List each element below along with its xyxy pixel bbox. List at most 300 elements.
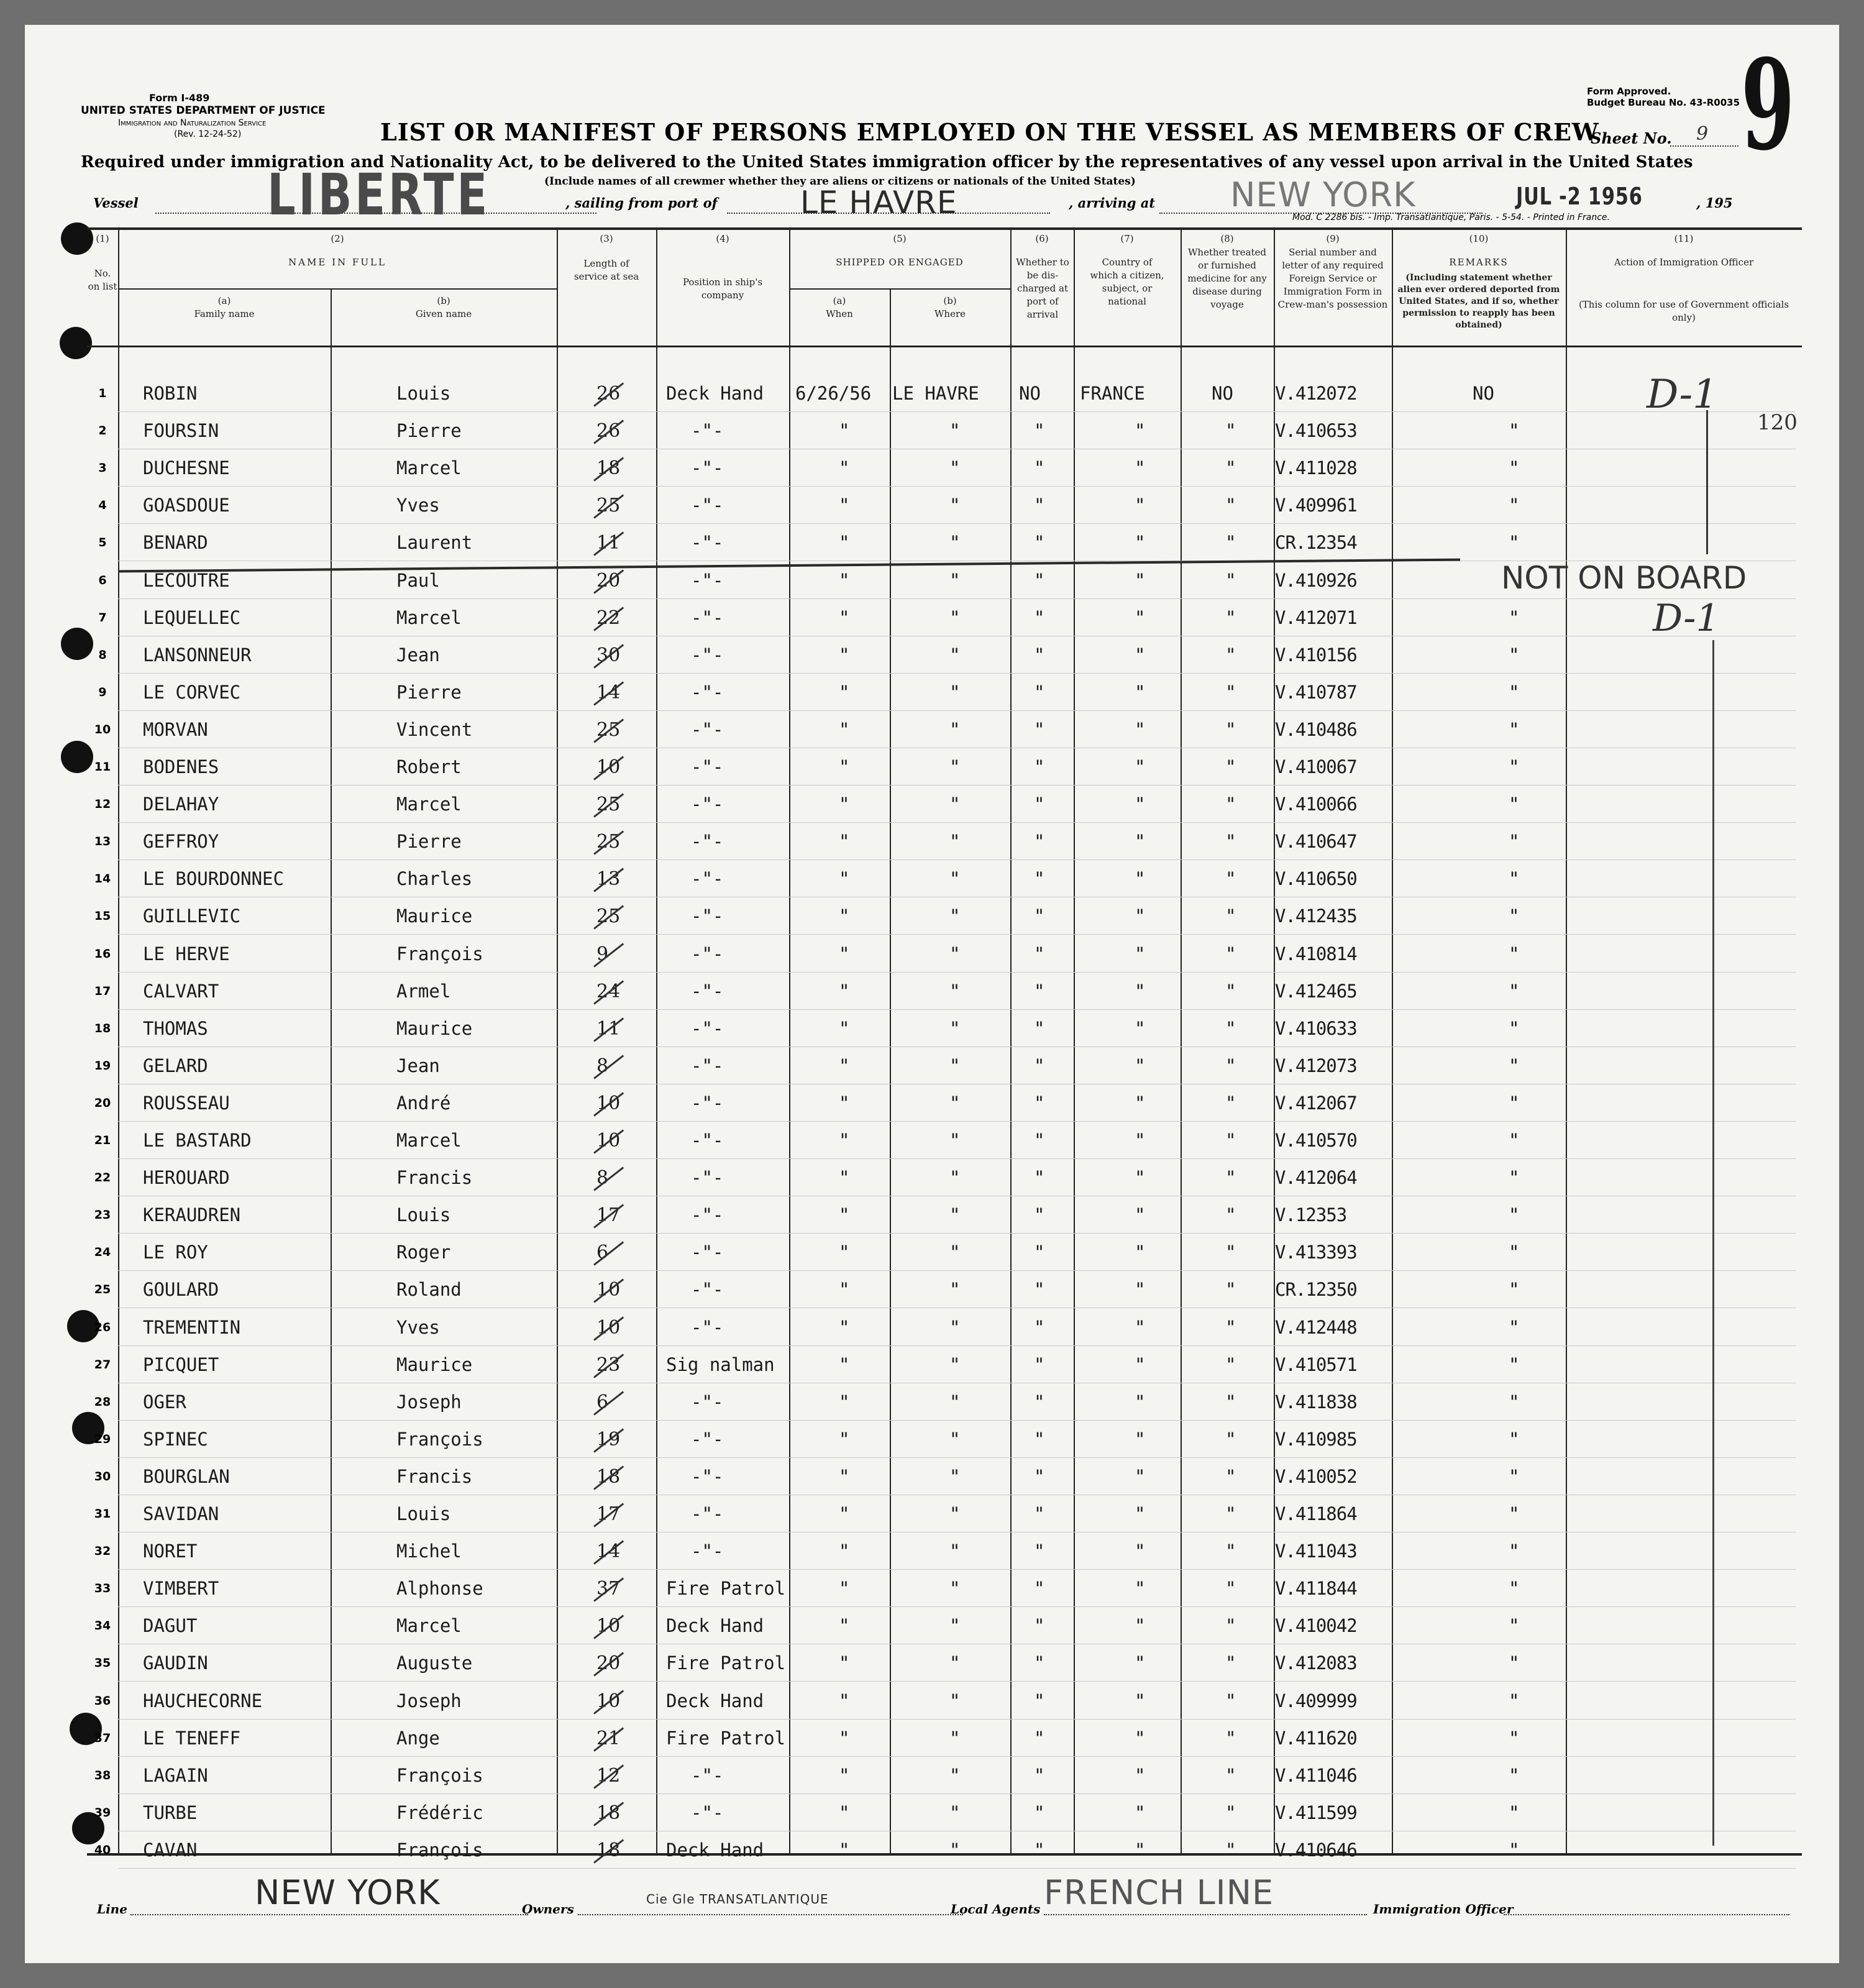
cell-family: LECOUTRE <box>143 569 230 591</box>
cell-when: " <box>839 1465 850 1487</box>
cell-when: " <box>839 980 850 1002</box>
cell-country: " <box>1135 1242 1146 1263</box>
cell-pos: -"- <box>691 980 724 1002</box>
cell-given: François <box>396 1839 483 1861</box>
cell-given: Robert <box>396 756 462 777</box>
cell-family: GUILLEVIC <box>143 905 241 927</box>
cell-family: TURBE <box>143 1802 198 1823</box>
row-number: 29 <box>94 1432 111 1446</box>
cell-med: " <box>1225 1017 1236 1039</box>
cell-dis: " <box>1034 1764 1045 1786</box>
cell-pos: -"- <box>691 457 724 479</box>
cell-rem: " <box>1509 1578 1520 1600</box>
row-number: 37 <box>94 1731 111 1745</box>
cell-pos: -"- <box>691 1316 724 1338</box>
row-number: 8 <box>98 648 107 662</box>
row-guide <box>118 1793 1796 1794</box>
cell-pos: -"- <box>691 681 724 703</box>
line-value: NEW YORK <box>255 1873 441 1912</box>
cell-length: 10 <box>596 1316 621 1339</box>
cell-where: " <box>949 1839 961 1861</box>
officer-label: Immigration Officer <box>1373 1902 1514 1917</box>
cell-length: 37 <box>596 1578 621 1600</box>
cell-given: Marcel <box>396 607 462 628</box>
sheet-number: 9 <box>1696 123 1709 145</box>
cell-serial: V.411028 <box>1275 457 1357 479</box>
cell-pos: Deck Hand <box>666 1615 764 1637</box>
cell-family: GELARD <box>143 1055 208 1076</box>
cell-med: " <box>1225 1578 1236 1600</box>
cell-family: GEFFROY <box>143 831 219 853</box>
cell-where: " <box>949 1167 961 1189</box>
cell-med: " <box>1225 1802 1236 1823</box>
cell-when: " <box>839 831 850 853</box>
row-number: 2 <box>98 424 107 438</box>
cell-pos: -"- <box>691 1428 724 1450</box>
cell-rem: " <box>1509 1130 1520 1151</box>
cell-family: LE CORVEC <box>143 681 241 703</box>
cell-dis: " <box>1034 1055 1045 1076</box>
cell-country: " <box>1135 1130 1146 1151</box>
cell-dis: " <box>1034 1204 1045 1226</box>
cell-country: " <box>1135 831 1146 853</box>
cell-family: ROBIN <box>143 383 198 404</box>
cell-serial: V.412083 <box>1275 1652 1357 1674</box>
cell-pos: -"- <box>691 1764 724 1786</box>
cell-length: 20 <box>596 569 621 592</box>
cell-when: " <box>839 607 850 628</box>
col11-header: Action of Immigration Officer <box>1614 257 1754 268</box>
cell-pos: -"- <box>691 1167 724 1189</box>
cell-family: DAGUT <box>143 1615 198 1637</box>
cell-country: " <box>1135 1092 1146 1114</box>
cell-pos: -"- <box>691 831 724 853</box>
cell-when: " <box>839 532 850 554</box>
row-number: 11 <box>94 760 111 774</box>
cell-length: 26 <box>596 383 621 405</box>
cell-length: 11 <box>596 532 621 554</box>
row-number: 17 <box>94 984 111 998</box>
cell-country: " <box>1135 1316 1146 1338</box>
cell-given: Francis <box>396 1167 473 1189</box>
row-number: 25 <box>94 1283 111 1297</box>
row-guide <box>118 1681 1796 1682</box>
owners-value: Cie Gle TRANSATLANTIQUE <box>646 1892 829 1907</box>
cell-country: " <box>1135 681 1146 703</box>
row-number: 36 <box>94 1693 111 1708</box>
row-number: 38 <box>94 1768 111 1782</box>
shipped-sub-rule <box>789 288 1010 290</box>
cell-med: " <box>1225 756 1236 777</box>
cell-length: 25 <box>596 495 621 517</box>
cell-given: Maurice <box>396 1354 473 1375</box>
cell-given: Joseph <box>396 1391 462 1413</box>
cell-length: 10 <box>596 1279 621 1301</box>
cell-given: Marcel <box>396 1615 462 1637</box>
row-guide <box>118 1606 1796 1607</box>
cell-where: " <box>949 1391 961 1413</box>
cell-where: " <box>949 1652 961 1674</box>
cell-length: 6 <box>596 1391 609 1413</box>
cell-country: " <box>1135 1465 1146 1487</box>
name-sub-rule <box>118 288 557 290</box>
col-divider <box>1010 227 1012 1853</box>
cell-given: Ange <box>396 1727 440 1749</box>
cell-rem: " <box>1509 1802 1520 1823</box>
row-guide <box>118 411 1796 412</box>
cell-given: Pierre <box>396 420 462 442</box>
cell-serial: V.410156 <box>1275 644 1357 666</box>
cell-pos: -"- <box>691 868 724 890</box>
cell-med: " <box>1225 831 1236 853</box>
cell-dis: " <box>1034 457 1045 479</box>
cell-serial: V.411844 <box>1275 1578 1357 1600</box>
col-divider <box>1566 227 1567 1853</box>
cell-where: " <box>949 457 961 479</box>
cell-given: Alphonse <box>396 1578 483 1600</box>
cell-when: " <box>839 1354 850 1375</box>
big-sheet-number: 9 <box>1741 32 1795 178</box>
cell-country: " <box>1135 1354 1146 1375</box>
cell-family: OGER <box>143 1391 186 1413</box>
cell-when: " <box>839 1130 850 1151</box>
cell-serial: V.411046 <box>1275 1764 1357 1786</box>
cell-length: 19 <box>596 1428 621 1450</box>
row-guide <box>118 486 1796 487</box>
cell-serial: V.412064 <box>1275 1167 1357 1189</box>
cell-length: 17 <box>596 1503 621 1525</box>
cell-pos: -"- <box>691 569 724 591</box>
cell-when: " <box>839 794 850 815</box>
cell-serial: V.410647 <box>1275 831 1357 853</box>
cell-med: " <box>1225 1279 1236 1301</box>
cell-length: 17 <box>596 1204 621 1227</box>
cell-serial: V.412067 <box>1275 1092 1357 1114</box>
cell-pos: Fire Patrol <box>666 1578 786 1600</box>
cell-length: 8 <box>596 1167 609 1189</box>
cell-where: " <box>949 756 961 777</box>
cell-where: " <box>949 644 961 666</box>
col9-num: (9) <box>1326 233 1340 244</box>
cell-given: Pierre <box>396 681 462 703</box>
cell-where: " <box>949 1130 961 1151</box>
cell-family: SPINEC <box>143 1428 208 1450</box>
cell-pos: -"- <box>691 1017 724 1039</box>
cell-length: 10 <box>596 1615 621 1638</box>
row-guide <box>118 1158 1796 1159</box>
cell-family: CAVAN <box>143 1839 198 1861</box>
cell-pos: -"- <box>691 1503 724 1524</box>
cell-family: HAUCHECORNE <box>143 1690 263 1711</box>
cell-family: DUCHESNE <box>143 457 230 479</box>
cell-family: BOURGLAN <box>143 1465 230 1487</box>
budget-bureau: Budget Bureau No. 43-R0035 <box>1587 97 1740 108</box>
cell-dis: " <box>1034 644 1045 666</box>
row-number: 12 <box>94 797 111 812</box>
cell-family: ROUSSEAU <box>143 1092 230 1114</box>
cell-length: 14 <box>596 1541 621 1563</box>
cell-family: PICQUET <box>143 1354 219 1375</box>
cell-rem: " <box>1509 495 1520 516</box>
cell-pos: -"- <box>691 1055 724 1076</box>
cell-rem: " <box>1509 1167 1520 1189</box>
cell-pos: Deck Hand <box>666 383 764 404</box>
col6-header: Whether to be dis-charged at port of arrival <box>1016 257 1069 320</box>
cell-when: " <box>839 1727 850 1749</box>
vessel-label: Vessel <box>93 195 139 211</box>
cell-med: " <box>1225 457 1236 479</box>
row-number: 7 <box>98 610 107 625</box>
cell-rem: " <box>1509 756 1520 777</box>
cell-country: " <box>1135 1764 1146 1786</box>
cell-when: " <box>839 905 850 927</box>
include-note: (Include names of all crewmer whether they are aliens or citizens or nationals of the United States) <box>544 175 1136 188</box>
cell-country: " <box>1135 1802 1146 1823</box>
arriving-label: , arriving at <box>1069 195 1156 211</box>
cell-when: " <box>839 1055 850 1076</box>
cell-pos: -"- <box>691 495 724 516</box>
cell-rem: " <box>1509 831 1520 853</box>
cell-when: " <box>839 1764 850 1786</box>
cell-where: LE HAVRE <box>892 383 979 404</box>
handwritten-d1-top: D-1 <box>1647 372 1718 418</box>
cell-country: " <box>1135 644 1146 666</box>
cell-family: LE BOURDONNEC <box>143 868 284 890</box>
cell-given: Michel <box>396 1541 462 1562</box>
cell-dis: " <box>1034 1541 1045 1562</box>
cell-family: SAVIDAN <box>143 1503 219 1524</box>
cell-serial: CR.12350 <box>1275 1279 1357 1301</box>
row-number: 1 <box>98 387 107 400</box>
table-bottom-rule <box>87 1853 1802 1856</box>
cell-where: " <box>949 420 961 442</box>
cell-given: François <box>396 943 483 964</box>
arriving-port: NEW YORK <box>1230 175 1416 214</box>
cell-med: " <box>1225 1615 1236 1637</box>
cell-given: Charles <box>396 868 473 890</box>
cell-when: " <box>839 1279 850 1301</box>
cell-serial: V.411838 <box>1275 1391 1357 1413</box>
cell-dis: " <box>1034 980 1045 1002</box>
cell-given: Auguste <box>396 1652 473 1674</box>
cell-serial: V.412465 <box>1275 980 1357 1002</box>
row-guide <box>118 859 1796 860</box>
cell-where: " <box>949 1727 961 1749</box>
row-guide <box>118 1569 1796 1570</box>
cell-length: 11 <box>596 1017 621 1040</box>
service: Immigration and Naturalization Service <box>118 118 267 128</box>
cell-dis: " <box>1034 1242 1045 1263</box>
cell-length: 22 <box>596 607 621 629</box>
row-guide <box>118 1868 1796 1869</box>
cell-when: " <box>839 1578 850 1600</box>
cell-given: Louis <box>396 1503 451 1524</box>
cell-pos: Fire Patrol <box>666 1727 786 1749</box>
row-number: 14 <box>94 872 111 886</box>
cell-serial: V.410042 <box>1275 1615 1357 1637</box>
cell-when: " <box>839 457 850 479</box>
cell-pos: -"- <box>691 1279 724 1301</box>
cell-where: " <box>949 1764 961 1786</box>
cell-country: " <box>1135 1578 1146 1600</box>
cell-serial: V.409961 <box>1275 495 1357 516</box>
hand-line <box>1706 410 1708 554</box>
cell-serial: V.410926 <box>1275 569 1357 591</box>
row-number: 5 <box>98 536 107 550</box>
cell-where: " <box>949 1802 961 1823</box>
row-number: 4 <box>98 498 107 513</box>
cell-rem: " <box>1509 1391 1520 1413</box>
cell-length: 18 <box>596 1802 621 1824</box>
cell-med: " <box>1225 681 1236 703</box>
col-divider <box>557 227 558 1853</box>
cell-where: " <box>949 1615 961 1637</box>
cell-med: " <box>1225 1092 1236 1114</box>
cell-dis: " <box>1034 1578 1045 1600</box>
cell-given: Paul <box>396 569 440 591</box>
row-guide <box>118 710 1796 711</box>
cell-when: " <box>839 718 850 740</box>
cell-rem: " <box>1509 1541 1520 1562</box>
row-guide <box>118 785 1796 786</box>
col6-num: (6) <box>1035 233 1049 244</box>
cell-dis: " <box>1034 1017 1045 1039</box>
cell-serial: V.411620 <box>1275 1727 1357 1749</box>
cell-med: " <box>1225 1839 1236 1861</box>
col11-subheader: (This column for use of Government officials only) <box>1578 299 1789 323</box>
cell-rem: " <box>1509 457 1520 479</box>
col9-header: Serial number and letter of any required Foreign Service or Immigration Form in Crew-man's possession <box>1277 247 1388 310</box>
cell-rem: " <box>1509 1428 1520 1450</box>
cell-where: " <box>949 794 961 815</box>
line-label: Line <box>97 1902 127 1917</box>
cell-dis: " <box>1034 569 1045 591</box>
cell-rem: " <box>1509 1727 1520 1749</box>
cell-med: " <box>1225 718 1236 740</box>
cell-serial: CR.12354 <box>1275 532 1357 554</box>
department: UNITED STATES DEPARTMENT OF JUSTICE <box>81 104 326 117</box>
cell-serial: V.409999 <box>1275 1690 1357 1711</box>
cell-med: " <box>1225 1316 1236 1338</box>
row-number: 16 <box>94 946 111 961</box>
cell-med: " <box>1225 569 1236 591</box>
row-number: 39 <box>94 1805 111 1820</box>
cell-where: " <box>949 1690 961 1711</box>
row-number: 40 <box>94 1843 111 1857</box>
cell-where: " <box>949 718 961 740</box>
cell-given: Pierre <box>396 831 462 853</box>
cell-med: " <box>1225 607 1236 628</box>
cell-med: " <box>1225 1465 1236 1487</box>
cell-pos: -"- <box>691 1130 724 1151</box>
col5a-header: (a) When <box>826 295 853 319</box>
punch-hole <box>60 327 92 359</box>
cell-when: " <box>839 1541 850 1562</box>
cell-dis: " <box>1034 1130 1045 1151</box>
cell-family: GAUDIN <box>143 1652 208 1674</box>
col-divider <box>1392 227 1393 1853</box>
col3-num: (3) <box>600 233 613 244</box>
cell-serial: V.410814 <box>1275 943 1357 964</box>
col7-header: Country of which a citizen, subject, or national <box>1090 257 1164 307</box>
cell-family: MORVAN <box>143 718 208 740</box>
agents-value: FRENCH LINE <box>1044 1873 1274 1912</box>
cell-where: " <box>949 1204 961 1226</box>
col3-header: Length of service at sea <box>573 258 639 282</box>
cell-pos: -"- <box>691 1465 724 1487</box>
cell-country: " <box>1135 980 1146 1002</box>
cell-serial: V.410486 <box>1275 718 1357 740</box>
cell-country: " <box>1135 868 1146 890</box>
cell-country: " <box>1135 943 1146 964</box>
row-number: 28 <box>94 1395 111 1409</box>
cell-family: KERAUDREN <box>143 1204 241 1226</box>
cell-pos: Sig nalman <box>666 1354 775 1375</box>
cell-dis: " <box>1034 532 1045 554</box>
col-divider <box>1074 227 1075 1853</box>
cell-family: CALVART <box>143 980 219 1002</box>
cell-dis: " <box>1034 1167 1045 1189</box>
row-number: 10 <box>94 722 111 736</box>
cell-country: " <box>1135 1503 1146 1524</box>
cell-rem: " <box>1509 607 1520 628</box>
row-guide <box>118 822 1796 823</box>
cell-serial: V.410633 <box>1275 1017 1357 1039</box>
col2b-header: (b) Given name <box>415 295 472 319</box>
col2-num: (2) <box>331 233 344 244</box>
cell-dis: " <box>1034 756 1045 777</box>
cell-when: " <box>839 495 850 516</box>
cell-pos: Deck Hand <box>666 1690 764 1711</box>
cell-dis: " <box>1034 718 1045 740</box>
col1-header: No. on list <box>88 268 117 292</box>
cell-given: Yves <box>396 1316 440 1338</box>
cell-where: " <box>949 1465 961 1487</box>
cell-when: " <box>839 1503 850 1524</box>
col2-header: NAME IN FULL <box>288 257 386 268</box>
row-guide <box>118 1121 1796 1122</box>
form-approved: Form Approved. <box>1587 86 1671 97</box>
col5-header: SHIPPED OR ENGAGED <box>836 257 964 268</box>
table-header-rule <box>87 346 1802 347</box>
cell-family: BENARD <box>143 532 208 554</box>
agents-label: Local Agents <box>951 1902 1041 1917</box>
cell-med: " <box>1225 420 1236 442</box>
cell-family: GOASDOUE <box>143 495 230 516</box>
col10-num: (10) <box>1469 233 1489 244</box>
cell-rem: NO <box>1473 383 1494 404</box>
cell-given: Louis <box>396 383 451 404</box>
cell-dis: " <box>1034 1690 1045 1711</box>
cell-med: " <box>1225 980 1236 1002</box>
cell-serial: V.410067 <box>1275 756 1357 777</box>
cell-where: " <box>949 1428 961 1450</box>
cell-serial: V.411043 <box>1275 1541 1357 1562</box>
cell-serial: V.411599 <box>1275 1802 1357 1823</box>
row-number: 30 <box>94 1469 111 1483</box>
cell-country: " <box>1135 1839 1146 1861</box>
cell-dis: " <box>1034 1279 1045 1301</box>
cell-given: Frédéric <box>396 1802 483 1823</box>
cell-where: " <box>949 1578 961 1600</box>
cell-pos: -"- <box>691 644 724 666</box>
cell-rem: " <box>1509 681 1520 703</box>
cell-med: " <box>1225 1167 1236 1189</box>
cell-length: 26 <box>596 420 621 442</box>
cell-med: " <box>1225 1690 1236 1711</box>
row-number: 22 <box>94 1171 111 1185</box>
cell-rem: NOT ON BOARD <box>1501 559 1747 596</box>
